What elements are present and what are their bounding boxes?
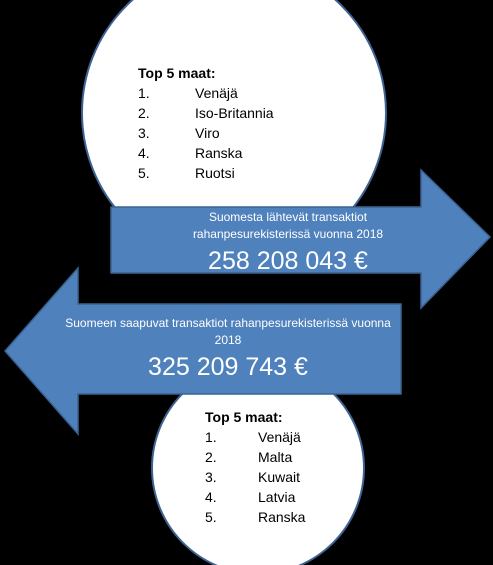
incoming-list-title: Top 5 maat:: [205, 409, 283, 425]
list-item: [205, 467, 325, 487]
list-item: [138, 103, 298, 123]
list-item-country: Venäjä: [258, 429, 301, 445]
list-item-number: 1.: [138, 85, 150, 101]
list-item: [205, 507, 325, 527]
list-item-number: 5.: [138, 165, 150, 181]
outgoing-description: Suomesta lähtevät transaktiot rahanpesurekisterissä vuonna 2018: [192, 210, 384, 241]
list-item-country: Ranska: [195, 145, 243, 161]
outgoing-amount: 258 208 043 €: [208, 247, 368, 275]
list-item-number: 2.: [205, 449, 217, 465]
incoming-description: Suomeen saapuvat transaktiot rahanpesurekisterissä vuonna 2018: [65, 316, 391, 347]
list-item-number: 4.: [138, 145, 150, 161]
list-item-country: Viro: [195, 125, 220, 141]
list-item: [138, 143, 298, 163]
list-item-country: Kuwait: [258, 469, 301, 485]
incoming-arrow-label: [58, 315, 398, 382]
list-item: [205, 487, 325, 507]
list-item: [138, 83, 298, 103]
list-item-number: 1.: [205, 429, 217, 445]
list-item: [205, 447, 325, 467]
list-item-number: 3.: [138, 125, 150, 141]
outgoing-arrow-label: [175, 209, 401, 276]
list-item-country: Ranska: [258, 509, 306, 525]
outgoing-list-title: Top 5 maat:: [138, 65, 216, 81]
list-item-country: Latvia: [258, 489, 296, 505]
list-item: [138, 123, 298, 143]
list-item-number: 3.: [205, 469, 217, 485]
list-item: [138, 163, 298, 183]
list-item-number: 5.: [205, 509, 217, 525]
list-item-number: 2.: [138, 105, 150, 121]
list-item-country: Iso-Britannia: [195, 105, 274, 121]
incoming-amount: 325 209 743 €: [148, 353, 308, 381]
list-item-country: Ruotsi: [195, 165, 235, 181]
list-item-country: Malta: [258, 449, 293, 465]
list-item-country: Venäjä: [195, 85, 238, 101]
outgoing-top5-list: [138, 63, 298, 183]
incoming-top5-list: [205, 407, 325, 527]
list-item: [205, 427, 325, 447]
list-item-number: 4.: [205, 489, 217, 505]
